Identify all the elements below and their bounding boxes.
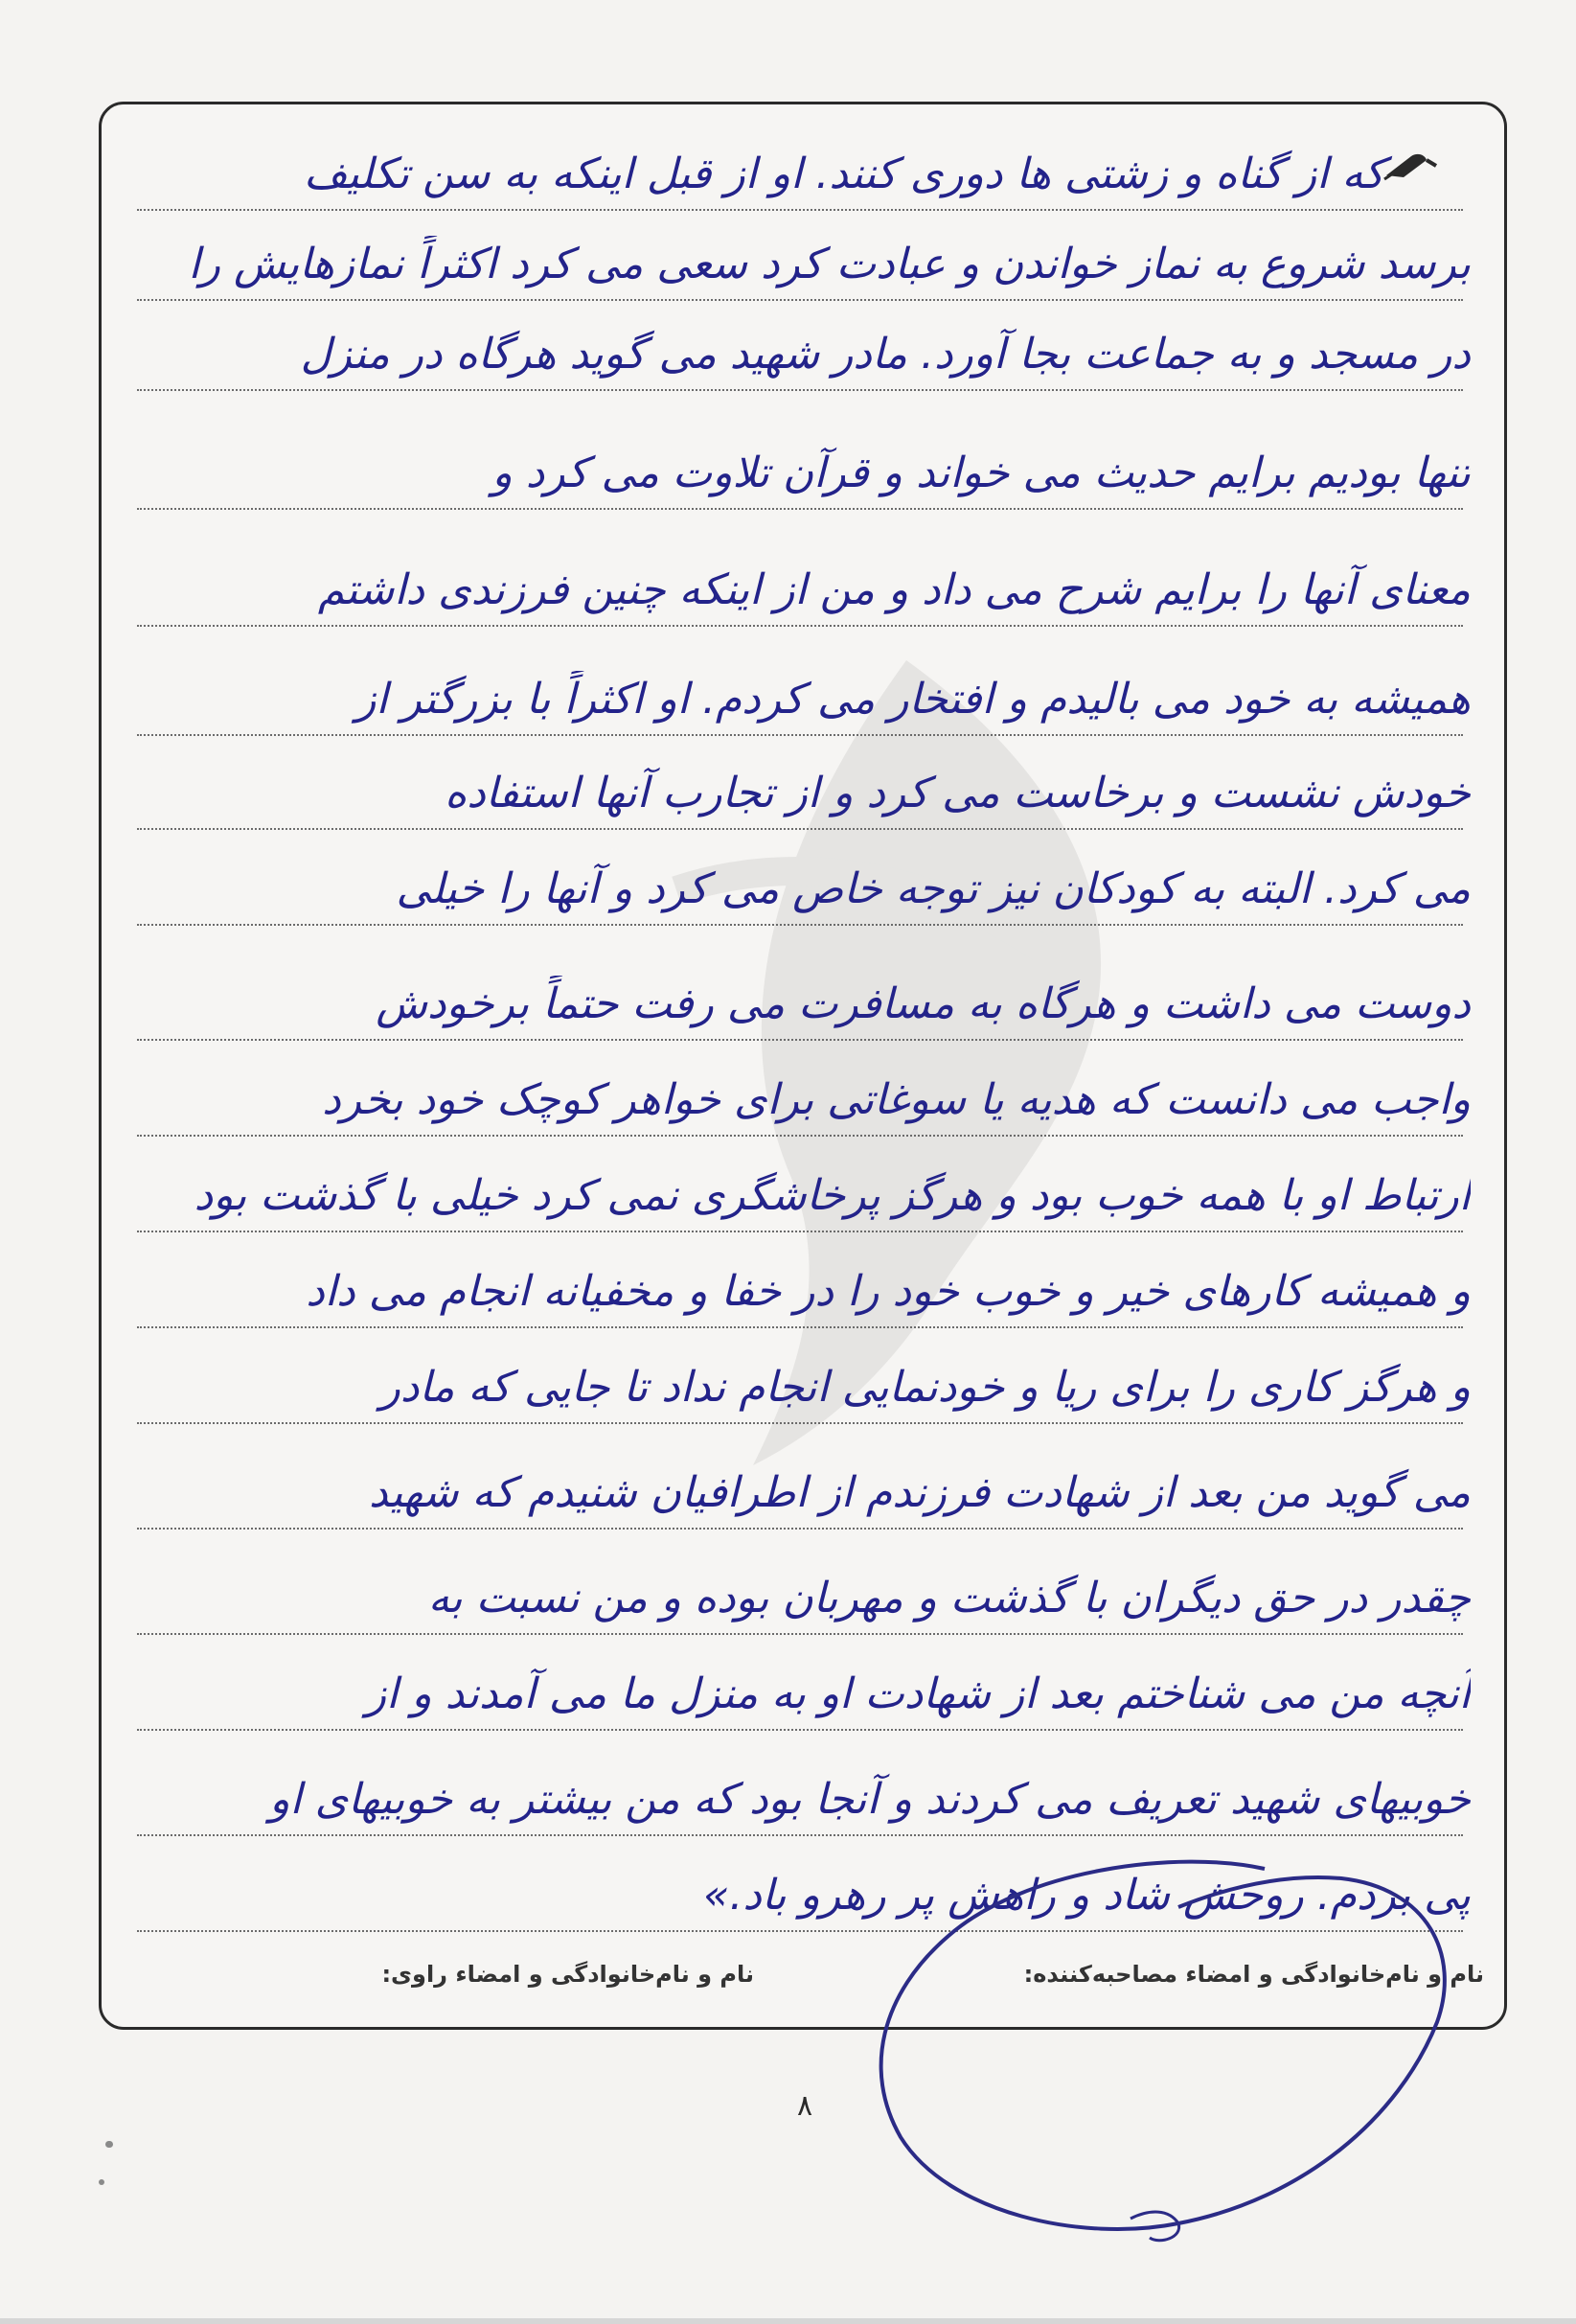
handwritten-text: و هرگز کاری را برای ریا و خودنمایی انجام نداد تا جایی که مادر bbox=[379, 1363, 1471, 1412]
handwritten-text: در مسجد و به جماعت بجا آورد. مادر شهید می گوید هرگاه در منزل bbox=[300, 330, 1471, 379]
text-line bbox=[129, 654, 1471, 742]
text-line bbox=[129, 748, 1471, 836]
handwritten-text: تنها بودیم برایم حدیث می خواند و قرآن تلاوت می کرد و bbox=[491, 449, 1471, 497]
text-line bbox=[129, 1553, 1471, 1641]
punch-hole-mark bbox=[99, 2179, 104, 2185]
dotted-rule bbox=[137, 389, 1463, 391]
text-line bbox=[129, 958, 1471, 1047]
signature-mark bbox=[862, 1830, 1475, 2252]
dotted-rule bbox=[137, 508, 1463, 510]
handwritten-text: آنچه من می شناختم بعد از شهادت او به منزل ما می آمدند و از bbox=[365, 1669, 1471, 1718]
dotted-rule bbox=[137, 924, 1463, 926]
text-line bbox=[129, 219, 1471, 307]
dotted-rule bbox=[137, 1135, 1463, 1137]
text-line bbox=[129, 1342, 1471, 1430]
text-line bbox=[129, 1648, 1471, 1737]
handwritten-text: برسد شروع به نماز خواندن و عبادت کرد سعی می کرد اکثراً نمازهایش را bbox=[188, 240, 1471, 288]
text-line bbox=[129, 1754, 1471, 1842]
text-line bbox=[129, 1054, 1471, 1142]
dotted-rule bbox=[137, 1326, 1463, 1328]
dotted-rule bbox=[137, 1729, 1463, 1731]
handwritten-text: خودش نشست و برخاست می کرد و از تجارب آنها استفاده bbox=[445, 769, 1471, 817]
dotted-rule bbox=[137, 1231, 1463, 1232]
dotted-rule bbox=[137, 734, 1463, 736]
text-line bbox=[129, 843, 1471, 932]
dotted-rule bbox=[137, 1528, 1463, 1530]
handwritten-text: می گوید من بعد از شهادت فرزندم از اطرافیان شنیدم که شهید bbox=[369, 1468, 1471, 1517]
handwritten-text: دوست می داشت و هرگاه به مسافرت می رفت حتماً برخودش bbox=[376, 979, 1471, 1028]
dotted-rule bbox=[137, 1422, 1463, 1424]
text-line bbox=[129, 544, 1471, 633]
handwritten-text: می کرد. البته به کودکان نیز توجه خاص می کرد و آنها را خیلی bbox=[396, 864, 1471, 913]
text-line bbox=[129, 1246, 1471, 1334]
handwritten-text: همیشه به خود می بالیدم و افتخار می کردم. او اکثراً با بزرگتر از bbox=[355, 675, 1471, 724]
scan-edge bbox=[0, 2318, 1576, 2324]
page-number: ۸ bbox=[796, 2089, 813, 2123]
handwritten-text: واجب می دانست که هدیه یا سوغاتی برای خواهر کوچک خود بخرد bbox=[322, 1075, 1471, 1124]
dotted-rule bbox=[137, 1633, 1463, 1635]
narrator-signature-label: نام و نام‌خانوادگی و امضاء راوی: bbox=[381, 1961, 754, 1988]
punch-hole-mark bbox=[105, 2141, 113, 2148]
handwritten-text: پی بردم. روحش شاد و راهش پر رهرو باد.» bbox=[703, 1871, 1471, 1920]
handwritten-text: که از گناه و زشتی ها دوری کنند. او از قبل اینکه به سن تکلیف bbox=[304, 150, 1384, 198]
handwritten-text: ارتباط او با همه خوب بود و هرگز پرخاشگری نمی کرد خیلی با گذشت بود bbox=[194, 1171, 1471, 1220]
interviewer-signature-label: نام و نام‌خانوادگی و امضاء مصاحبه‌کننده: bbox=[1023, 1961, 1484, 1988]
handwritten-text: خوبیهای شهید تعریف می کردند و آنجا بود که من بیشتر به خوبیهای او bbox=[269, 1775, 1471, 1824]
text-line bbox=[129, 128, 1471, 217]
dotted-rule bbox=[137, 625, 1463, 627]
handwritten-text: معنای آنها را برایم شرح می داد و من از اینکه چنین فرزندی داشتم bbox=[317, 565, 1471, 614]
dotted-rule bbox=[137, 299, 1463, 301]
handwritten-text: و همیشه کارهای خیر و خوب خود را در خفا و مخفیانه انجام می داد bbox=[306, 1267, 1471, 1316]
handwritten-text: چقدر در حق دیگران با گذشت و مهربان بوده و من نسبت به bbox=[427, 1574, 1471, 1622]
dotted-rule bbox=[137, 828, 1463, 830]
dotted-rule bbox=[137, 1039, 1463, 1041]
text-line bbox=[129, 427, 1471, 516]
dotted-rule bbox=[137, 209, 1463, 211]
text-line bbox=[129, 1150, 1471, 1238]
text-line bbox=[129, 1447, 1471, 1535]
text-line bbox=[129, 309, 1471, 397]
